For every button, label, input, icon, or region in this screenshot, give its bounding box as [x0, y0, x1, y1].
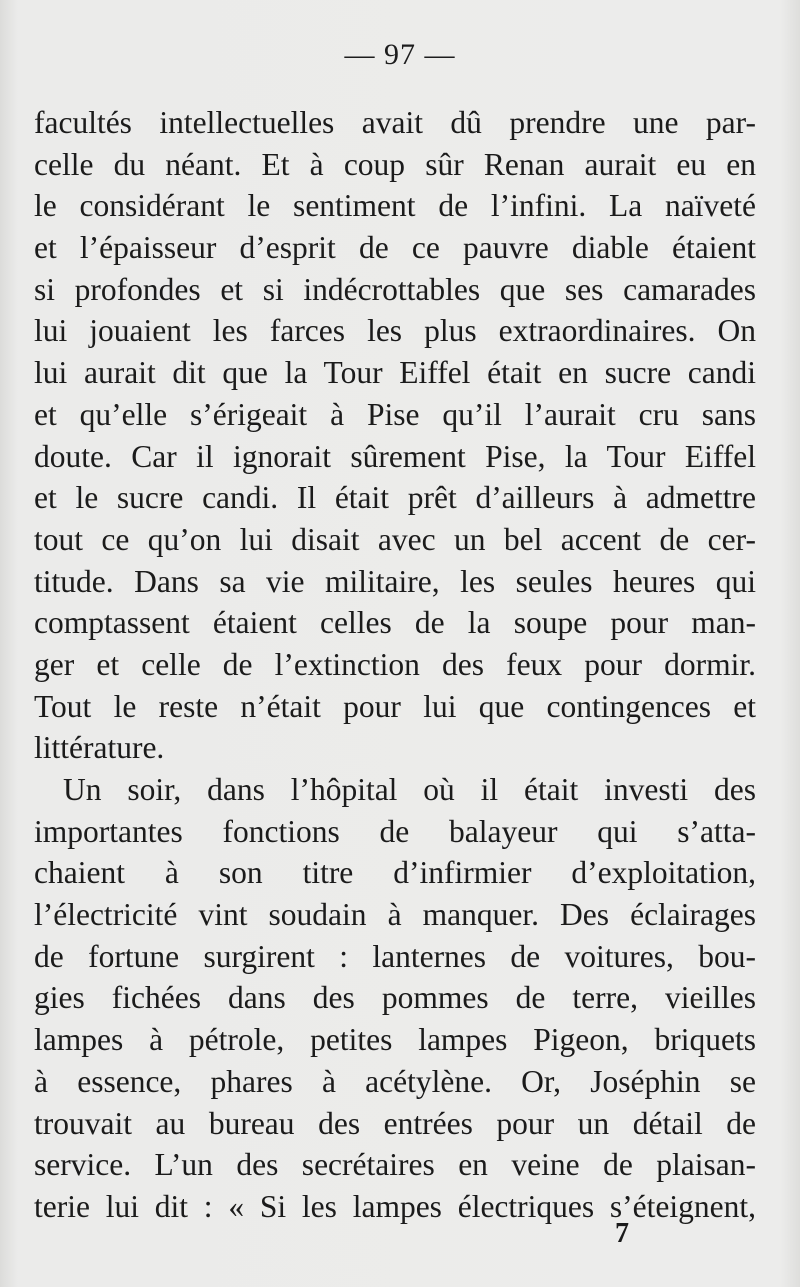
- text-line: facultés intellectuelles avait dû prendre une par-: [34, 105, 756, 140]
- text-line: comptassent étaient celles de la soupe pour man-: [34, 605, 756, 641]
- text-line: ger et celle de l’extinction des feux pour dormir.: [34, 646, 756, 682]
- text-line: l’électricité vint soudain à manquer. Des éclairages: [34, 897, 756, 933]
- text-line: terie lui dit : « Si les lampes électriques s’éteignent,: [34, 1188, 756, 1224]
- text-line: et qu’elle s’érigeait à Pise qu’il l’aurait cru sans: [34, 396, 756, 432]
- text-line: celle du néant. Et à coup sûr Renan aurait eu en: [34, 146, 756, 182]
- text-line: littérature.: [34, 730, 165, 766]
- text-line: importantes fonctions de balayeur qui s’atta-: [34, 813, 756, 849]
- text-line: trouvait au bureau des entrées pour un détail de: [34, 1105, 756, 1141]
- text-line: et l’épaisseur d’esprit de ce pauvre diable étaient: [34, 230, 756, 266]
- text-line: Un soir, dans l’hôpital où il était investi des: [63, 772, 756, 807]
- text-line: lui jouaient les farces les plus extraordinaires. On: [34, 313, 756, 349]
- page-number: — 97 —: [344, 38, 456, 71]
- text-line: titude. Dans sa vie militaire, les seules heures qui: [34, 563, 756, 599]
- text-line: lampes à pétrole, petites lampes Pigeon, briquets: [34, 1022, 756, 1058]
- paragraph: [34, 102, 756, 769]
- text-line: doute. Car il ignorait sûrement Pise, la Tour Eiffel: [34, 438, 756, 474]
- body-text: [34, 102, 756, 1228]
- text-line: de fortune surgirent : lanternes de voitures, bou-: [34, 938, 756, 974]
- signature-mark: 7: [615, 1218, 629, 1249]
- text-line: service. L’un des secrétaires en veine de plaisan-: [34, 1147, 756, 1183]
- text-line: et le sucre candi. Il était prêt d’ailleurs à admettre: [34, 480, 756, 516]
- text-line: Tout le reste n’était pour lui que contingences et: [34, 688, 756, 724]
- text-line: lui aurait dit que la Tour Eiffel était en sucre candi: [34, 355, 756, 391]
- text-line: chaient à son titre d’infirmier d’exploitation,: [34, 855, 756, 891]
- text-line: si profondes et si indécrottables que ses camarades: [34, 271, 756, 307]
- text-line: gies fichées dans des pommes de terre, vieilles: [34, 980, 756, 1016]
- text-line: tout ce qu’on lui disait avec un bel accent de cer-: [34, 521, 756, 557]
- text-line: le considérant le sentiment de l’infini. La naïveté: [34, 188, 756, 224]
- paragraph: [34, 769, 756, 1228]
- text-line: à essence, phares à acétylène. Or, Joséphin se: [34, 1063, 756, 1099]
